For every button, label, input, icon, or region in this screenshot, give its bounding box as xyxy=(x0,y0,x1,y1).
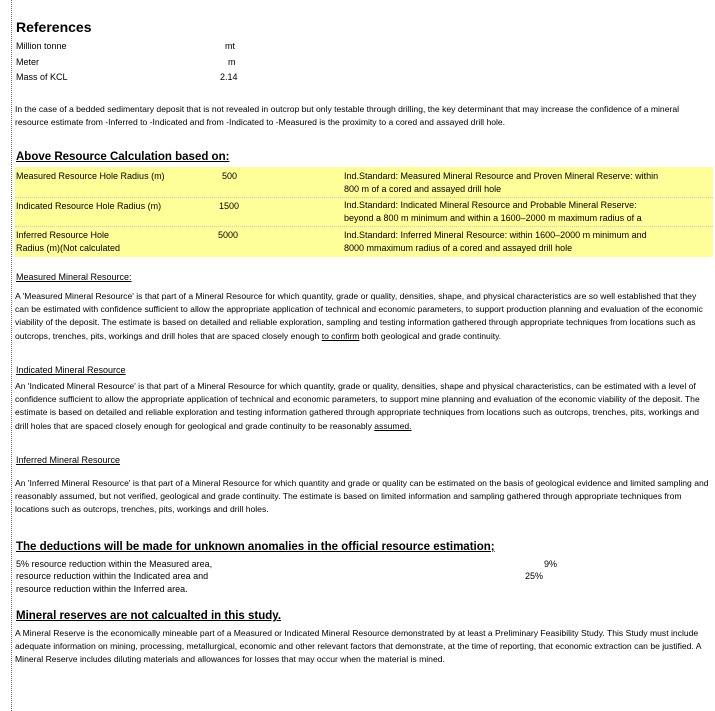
spreadsheet-page xyxy=(11,0,714,711)
calc-row-standard: 800 m of a cored and assayed drill hole xyxy=(344,184,502,194)
indicated-paragraph xyxy=(15,380,710,433)
deduction-label: 5% resource reduction within the Measured area, xyxy=(16,559,213,569)
deduction-value: 25% xyxy=(525,571,544,581)
inferred-heading: Inferred Mineral Resource xyxy=(16,455,121,465)
deductions-heading: The deductions will be made for unknown anomalies in the official resource estimation; xyxy=(16,541,495,553)
calc-row-value: 500 xyxy=(222,171,238,181)
measured-text: A 'Measured Mineral Resource' is that part of a Mineral Resource for which quantity, grade or quality, densities, shape, and physical characteristics are so well established that they can be estimated with confidence sufficient to allow the appropriate application of technical and economic parameters, to support production planning and evaluation of the economic viability of the deposit. The estimate is based on detailed and reliable exploration, sampling and testing information gathered through appropriate techniques from locations such as outcrops, trenches, pits, workings and drill holes that are spaced closely enough xyxy=(15,291,703,341)
row-divider xyxy=(15,197,713,198)
calc-row-standard: Ind.Standard: Indicated Mineral Resource and Probable Mineral Reserve: xyxy=(344,200,637,210)
deduction-label: resource reduction within the Indicated area and xyxy=(16,571,209,581)
inferred-paragraph: An 'Inferred Mineral Resource' is that part of a Mineral Resource for which quantity and grade or quality can be estimated on the basis of geological evidence and limited sampling and reasonably assumed, but not verified, geological and grade continuity. The estimate is based on limited information and sampling gathered through appropriate techniques from locations such as outcrops, trenches, pits, workings and drill holes. xyxy=(15,478,709,515)
measured-text-end: both geological and grade continuity. xyxy=(359,330,502,341)
deduction-label: resource reduction within the Inferred area. xyxy=(16,584,188,594)
reference-label: Million tonne xyxy=(16,41,67,51)
reserves-heading: Mineral reserves are not calcualted in this study. xyxy=(16,610,282,622)
calc-row-standard: Ind.Standard: Inferred Mineral Resource: within 1600–2000 m minimum and xyxy=(344,230,647,240)
calc-row-value: 5000 xyxy=(218,230,239,240)
deduction-value: 9% xyxy=(544,559,558,569)
intro-paragraph: In the case of a bedded sedimentary deposit that is not revealed in outcrop but only testable through drilling, the key determinant that may increase the confidence of a mineral resource estimate from -Inferred to -Indicated and from -Indicated to -Measured is the proximity to a cored and assayed drill hole. xyxy=(15,104,680,128)
calc-row-standard: Ind.Standard: Measured Mineral Resource and Proven Mineral Reserve: within xyxy=(344,171,659,181)
calc-row-label: Radius (m)(Not calculated xyxy=(16,243,121,253)
reference-label: Meter xyxy=(16,57,40,67)
reference-value: m xyxy=(228,57,236,67)
measured-paragraph xyxy=(15,290,710,343)
references-title: References xyxy=(16,19,92,35)
calc-heading: Above Resource Calculation based on: xyxy=(16,151,230,163)
row-divider xyxy=(15,226,713,227)
reserves-paragraph: A Mineral Reserve is the economically mineable part of a Measured or Indicated Mineral Resource demonstrated by at least a Preliminary Feasibility Study. This Study must include adequate information on mining, processing, metallurgical, economic and other relevant factors that demonstrate, at the time of reporting, that economic extraction can be justified. A Mineral Reserve includes diluting materials and allowances for losses that may occur when the material is mined. xyxy=(15,628,701,665)
calc-row-label: Indicated Resource Hole Radius (m) xyxy=(16,201,162,211)
calc-row-label: Measured Resource Hole Radius (m) xyxy=(16,171,165,181)
indicated-text: An 'Indicated Mineral Resource' is that part of a Mineral Resource for which quantity, grade or quality, densities, shape and physical characteristics, can be estimated with a level of confidence sufficient to allow the appropriate application of technical and economic parameters, to support mine planning and evaluation of the economic viability of the deposit. The estimate is based on detailed and reliable exploration and testing information gathered through appropriate techniques from locations such as outcrops, trenches, pits, workings and drill holes that are spaced closely enough for geological and grade continuity to be reasonably xyxy=(15,381,700,431)
indicated-emphasis: assumed. xyxy=(374,420,412,431)
calc-row-label: Inferred Resource Hole xyxy=(16,230,110,240)
calc-row-standard: beyond a 800 m minimum and within a 1600–2000 m maximum radius of a xyxy=(344,213,642,223)
calc-row-standard: 8000 mmaximum radius of a cored and assayed drill hole xyxy=(344,243,573,253)
reference-value: 2.14 xyxy=(220,72,238,82)
measured-emphasis: to confirm xyxy=(321,330,360,341)
calc-row-value: 1500 xyxy=(219,201,240,211)
indicated-heading: Indicated Mineral Resource xyxy=(16,365,126,375)
measured-heading: Measured Mineral Resource: xyxy=(16,272,132,282)
reference-value: mt xyxy=(225,41,235,51)
reference-label: Mass of KCL xyxy=(16,72,68,82)
